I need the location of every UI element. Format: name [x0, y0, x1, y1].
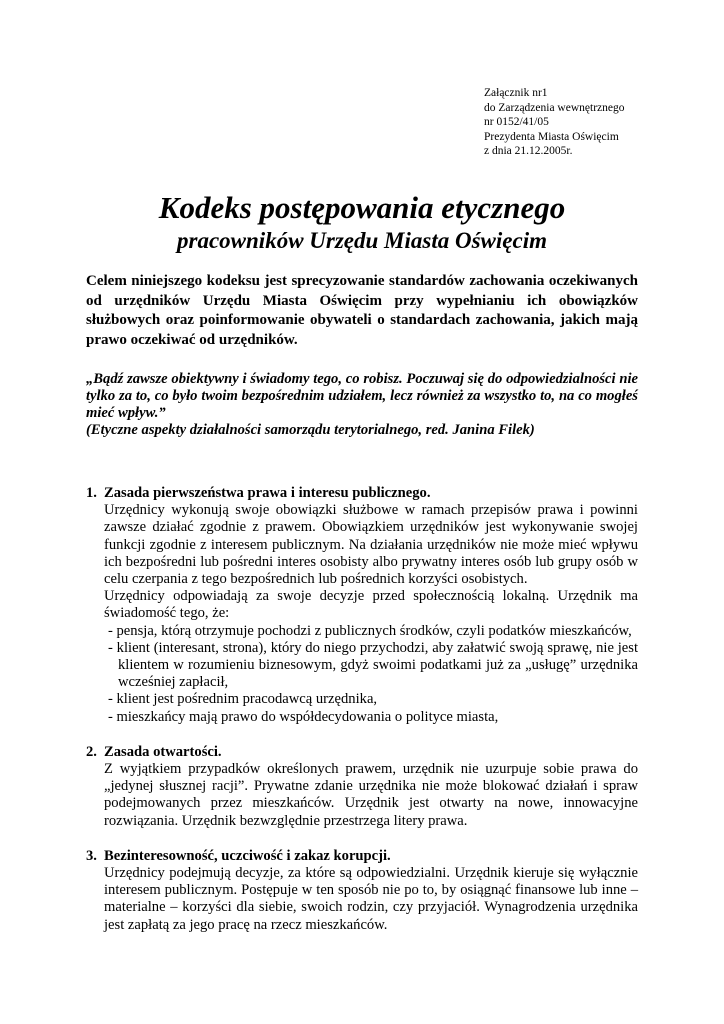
annex-line: z dnia 21.12.2005r. — [484, 145, 573, 157]
document-subtitle: pracowników Urzędu Miasta Oświęcim — [177, 228, 547, 253]
annex-line: nr 0152/41/05 — [484, 116, 549, 128]
section-3 — [86, 848, 638, 934]
list-item: - klient (interesant, strona), który do niego przychodzi, aby załatwić swoją sprawę, nie jest klientem w rozumieniu biznesowym, gdyż swoimi podatkami już za „usługę” urzędnika wcześniej zapłacił, — [108, 639, 638, 691]
quote-block — [86, 371, 638, 439]
section-body — [104, 761, 638, 830]
section-number: 2. — [86, 743, 97, 760]
annex-line: Prezydenta Miasta Oświęcim — [484, 130, 619, 143]
section-2 — [86, 744, 638, 830]
intro-paragraph: Celem niniejszego kodeksu jest sprecyzowanie standardów zachowania oczekiwanych od urzędników Urzędu Miasta Oświęcim przy wypełnianiu ich obowiązków służbowych oraz poinformowanie obywateli o standardach zachowania, jakich mają prawo oczekiwać od urzędników. — [86, 273, 638, 348]
section-number: 1. — [86, 485, 97, 501]
annex-line: do Zarządzenia wewnętrznego — [484, 101, 625, 114]
section-number: 3. — [86, 847, 97, 864]
annex-line: Załącznik nr1 — [484, 87, 548, 99]
section-paragraph: Urzędnicy odpowiadają za swoje decyzje przed społecznością lokalną. Urzędnik ma świadomość tego, że: — [104, 588, 638, 622]
quote-source: (Etyczne aspekty działalności samorządu terytorialnego, red. Janina Filek) — [86, 422, 535, 438]
section-body — [104, 865, 638, 934]
list-item: - klient jest pośrednim pracodawcą urzędnika, — [108, 691, 378, 708]
section-body — [104, 502, 638, 726]
section-paragraph: Z wyjątkiem przypadków określonych prawem, urzędnik nie uzurpuje sobie prawa do „jedynej słusznej racji”. Prywatne zdanie urzędnika nie może blokować działań i spraw podejmowanych przez mieszkańców. Urzędnik jest otwarty na nowe, innowacyjne rozwiązania. Urzędnik bezwzględnie przestrzega litery prawa. — [104, 761, 638, 829]
quote-text: „Bądź zawsze obiektywny i świadomy tego, co robisz. Poczuwaj się do odpowiedzialności nie tylko za to, co było twoim bezpośrednim udziałem, lecz również za wszystko to, na co mogłeś mieć wpływ.” — [86, 371, 638, 421]
annex-note — [484, 86, 624, 159]
document-title: Kodeks postępowania etycznego — [158, 190, 566, 225]
section-title: Zasada otwartości. — [104, 743, 222, 760]
section-heading — [86, 848, 638, 865]
section-paragraph: Urzędnicy podejmują decyzje, za które są odpowiedzialni. Urzędnik kieruje się wyłącznie interesem publicznym. Postępuje w ten sposób nie po to, by osiągnąć finansowe lub inne – materialne – korzyści dla siebie, swoich rodzin, czy przyjaciół. Wynagrodzenia urzędnika jest zapłatą za jego pracę na rzecz mieszkańców. — [104, 865, 638, 933]
list-item: - mieszkańcy mają prawo do współdecydowania o polityce miasta, — [108, 708, 499, 725]
sections-list — [86, 485, 638, 952]
section-title: Bezinteresowność, uczciwość i zakaz korupcji. — [104, 847, 391, 864]
list-item: - pensja, którą otrzymuje pochodzi z publicznych środków, czyli podatków mieszkańców, — [108, 622, 632, 639]
section-heading — [86, 485, 638, 502]
section-title: Zasada pierwszeństwa prawa i interesu publicznego. — [104, 485, 431, 501]
section-1 — [86, 485, 638, 726]
section-paragraph: Urzędnicy wykonują swoje obowiązki służbowe w ramach przepisów prawa i powinni zawsze działać zgodnie z prawem. Obowiązkiem urzędników jest wykonywanie swojej funkcji zgodnie z interesem publicznym. Na działania urzędników nie może mieć wpływu ich bezpośredni lub pośredni interes osobisty albo prywatny interes osób lub grupy osób w celu czerpania z tego bezpośrednich lub pośrednich korzyści osobistych. — [104, 502, 638, 588]
section-heading — [86, 744, 638, 761]
